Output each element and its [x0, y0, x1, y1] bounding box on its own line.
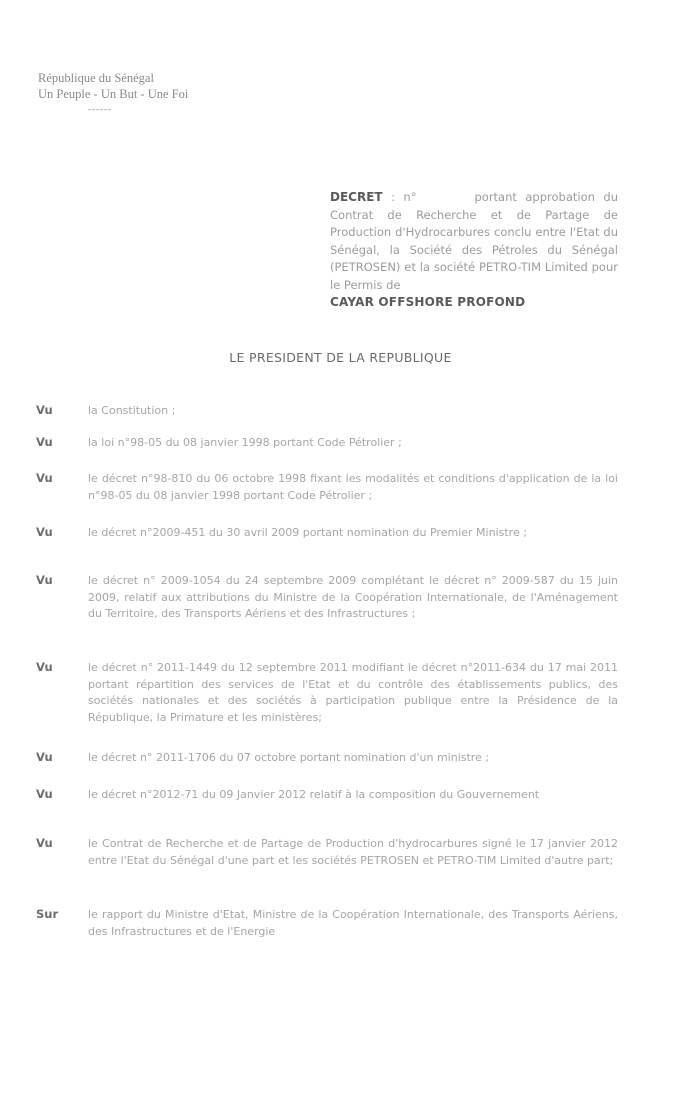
clause-9 — [36, 836, 618, 869]
clause-label: Vu — [36, 471, 53, 485]
decret-title-block — [330, 189, 618, 312]
clause-label: Vu — [36, 660, 53, 674]
clause-label: Vu — [36, 573, 53, 587]
clause-10 — [36, 907, 618, 940]
clause-text: le décret n°98-810 du 06 octobre 1998 fixant les modalités et conditions d'application de la loi n°98-05 du 08 janvier 1998 portant Code Pétrolier ; — [88, 472, 618, 502]
clause-text: le rapport du Ministre d'Etat, Ministre de la Coopération Internationale, des Transports Aériens, des Infrastructures et de l'Energie — [88, 908, 618, 938]
decret-keyword: DECRET — [330, 190, 383, 204]
clause-text: le décret n°2012-71 du 09 Janvier 2012 relatif à la composition du Gouvernement — [88, 788, 540, 801]
decret-number-label: : n° — [382, 190, 417, 204]
clause-text: le Contrat de Recherche et de Partage de Production d'hydrocarbures signé le 17 janvier 2012 entre l'Etat du Sénégal d'une part et les sociétés PETROSEN et PETRO-TIM Limited d'autre part; — [88, 837, 618, 867]
clause-text: le décret n°2009-451 du 30 avril 2009 portant nomination du Premier Ministre ; — [88, 526, 527, 539]
clause-label: Vu — [36, 787, 53, 801]
clause-label: Vu — [36, 750, 53, 764]
clause-text: le décret n° 2011-1706 du 07 octobre portant nomination d'un ministre ; — [88, 751, 490, 764]
clause-8 — [36, 787, 618, 804]
permit-name: CAYAR OFFSHORE PROFOND — [330, 295, 526, 309]
header-separator: ------ — [88, 104, 112, 114]
clause-text: la Constitution ; — [88, 404, 176, 417]
clause-label: Vu — [36, 525, 53, 539]
header-line-2: Un Peuple - Un But - Une Foi — [38, 87, 189, 101]
clause-4 — [36, 525, 618, 542]
clause-label: Vu — [36, 403, 53, 417]
clause-1 — [36, 403, 618, 420]
clause-3 — [36, 471, 618, 504]
clause-text: la loi n°98-05 du 08 janvier 1998 portant Code Pétrolier ; — [88, 436, 402, 449]
clause-label: Vu — [36, 435, 53, 449]
clause-2 — [36, 435, 618, 452]
clause-label: Sur — [36, 907, 59, 921]
clause-6 — [36, 660, 618, 726]
header-line-1: République du Sénégal — [38, 71, 154, 85]
decret-description: portant approbation du Contrat de Recherche et de Partage de Production d'Hydrocarbures conclu entre l'Etat du Sénégal, la Société des Pétroles du Sénégal (PETROSEN) et la société PETRO-TIM Limited pour le Permis de — [330, 190, 618, 292]
president-heading: LE PRESIDENT DE LA REPUBLIQUE — [229, 350, 452, 365]
clause-label: Vu — [36, 836, 53, 850]
clause-text: le décret n° 2009-1054 du 24 septembre 2009 complétant le décret n° 2009-587 du 15 juin 2009, relatif aux attributions du Ministre de la Coopération Internationale, de l'Aménagement du Territoire, des Transports Aériens et des Infrastructures ; — [88, 574, 618, 620]
clause-7 — [36, 750, 618, 767]
clause-5 — [36, 573, 618, 623]
clause-text: le décret n° 2011-1449 du 12 septembre 2011 modifiant le décret n°2011-634 du 17 mai 2011 portant répartition des services de l'Etat et du contrôle des établissements publics, des sociétés nationales et des sociétés à participation publique entre la Présidence de la République, la Primature et les ministères; — [88, 661, 618, 724]
